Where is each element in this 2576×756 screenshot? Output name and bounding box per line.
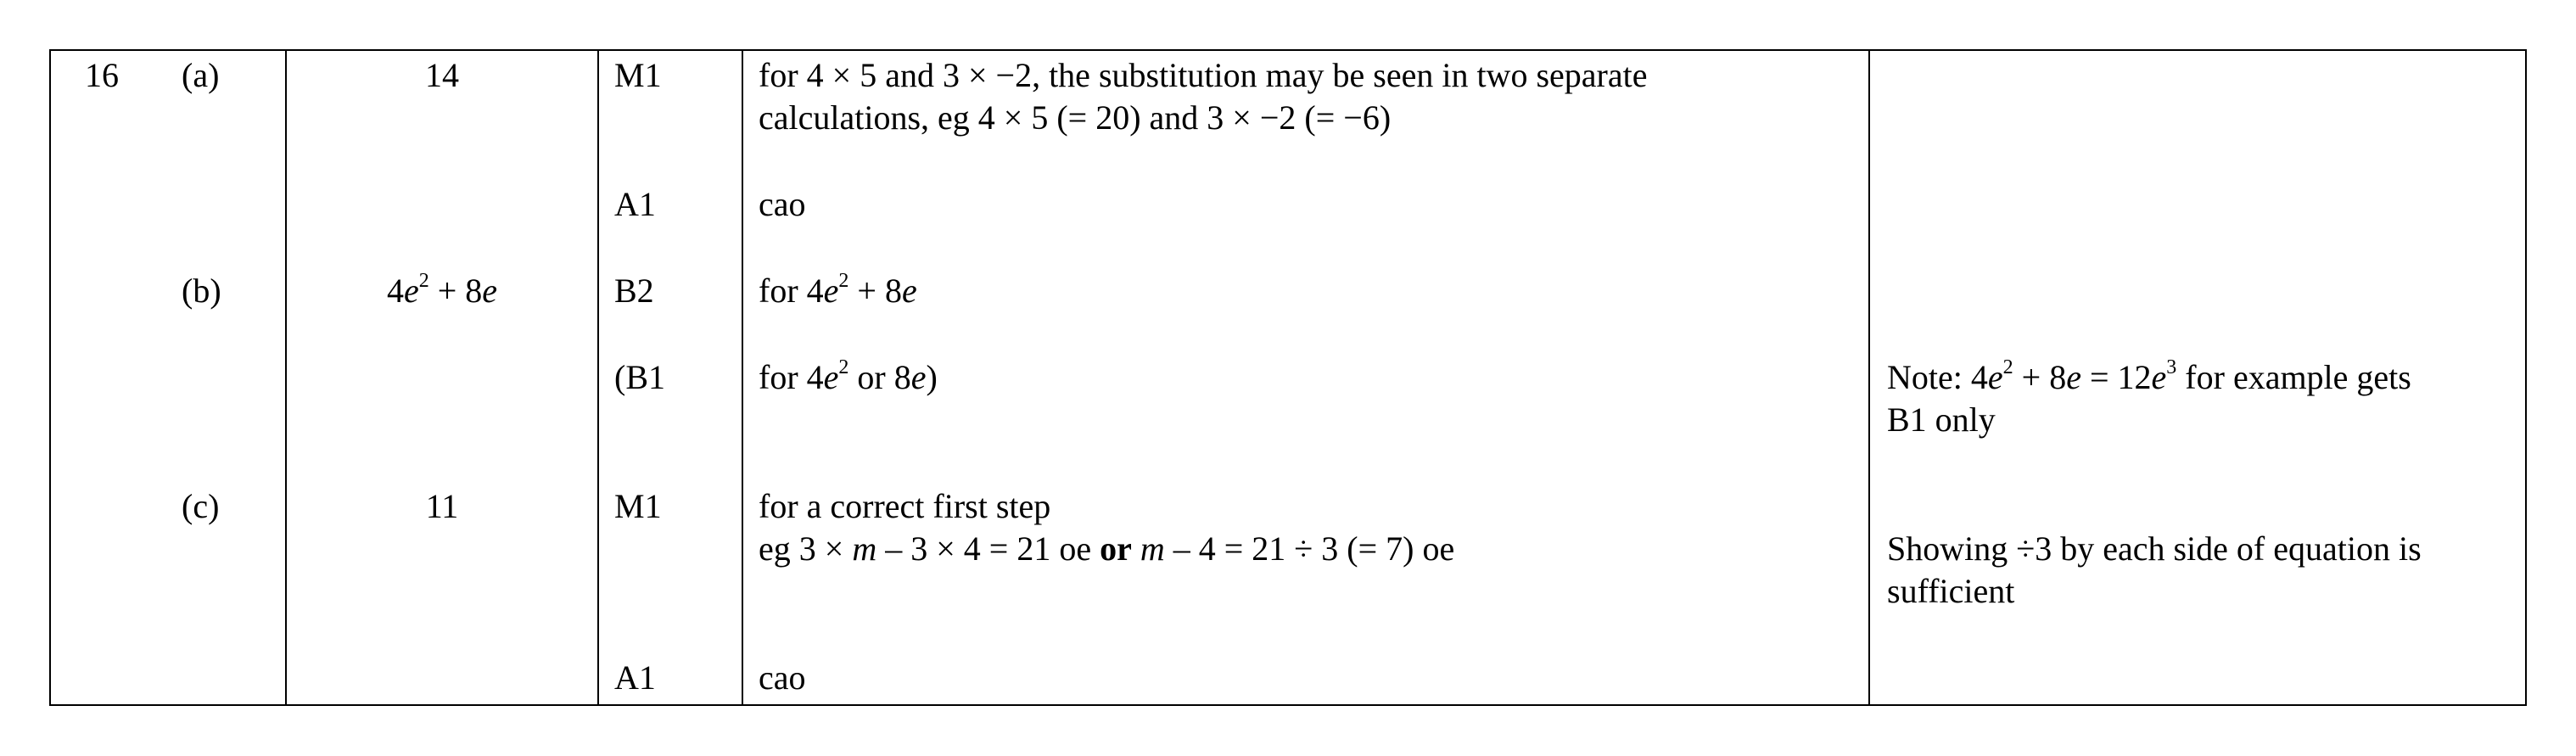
question-number: 16 — [85, 56, 119, 94]
mark-scheme-table — [49, 49, 2527, 706]
answer-a: 14 — [425, 56, 459, 94]
mark-code-c-m1: M1 — [614, 487, 662, 525]
additional-guidance-c-line2: sufficient — [1887, 572, 2015, 610]
column-divider-1 — [285, 51, 287, 704]
mark-code-c-a1: A1 — [614, 658, 656, 697]
mark-note-c-m1-line1: for a correct first step — [759, 487, 1051, 525]
mark-note-b-b1: for $4e^2$ or 8e) — [759, 356, 938, 396]
answer-b: $4e^2 + 8e$ — [386, 270, 498, 310]
mark-note-c-m1-line2: eg 3 × m – 3 × 4 = 21 oe or m – 4 = 21 ÷ 3 (= 7) oe — [759, 529, 1455, 568]
mark-code-b-b1: (B1 — [614, 358, 665, 396]
additional-guidance-b-line2: B1 only — [1887, 400, 1996, 439]
column-divider-3 — [742, 51, 743, 704]
part-label-b: (b) — [182, 272, 221, 310]
mark-note-c-a1: cao — [759, 658, 806, 697]
part-label-a: (a) — [182, 56, 220, 94]
mark-code-b-b2: B2 — [614, 272, 654, 310]
mark-note-a-m1-line1: for 4 × 5 and 3 × −2, the substitution may be seen in two separate — [759, 56, 1648, 94]
additional-guidance-b-line1: Note: $4e^2 + 8e = 12e^3$ for example gets — [1887, 356, 2411, 396]
column-divider-4 — [1868, 51, 1870, 704]
column-divider-2 — [597, 51, 599, 704]
additional-guidance-c-line1: Showing ÷3 by each side of equation is — [1887, 529, 2422, 568]
answer-c: 11 — [425, 487, 459, 525]
mark-code-a-a1: A1 — [614, 185, 656, 223]
mark-code-a-m1: M1 — [614, 56, 662, 94]
mark-note-a-a1: cao — [759, 185, 806, 223]
mark-note-a-m1-line2: calculations, eg 4 × 5 (= 20) and 3 × −2 (= −6) — [759, 98, 1392, 137]
mark-note-b-b2: for $4e^2 + 8e$ — [759, 270, 917, 310]
part-label-c: (c) — [182, 487, 220, 525]
